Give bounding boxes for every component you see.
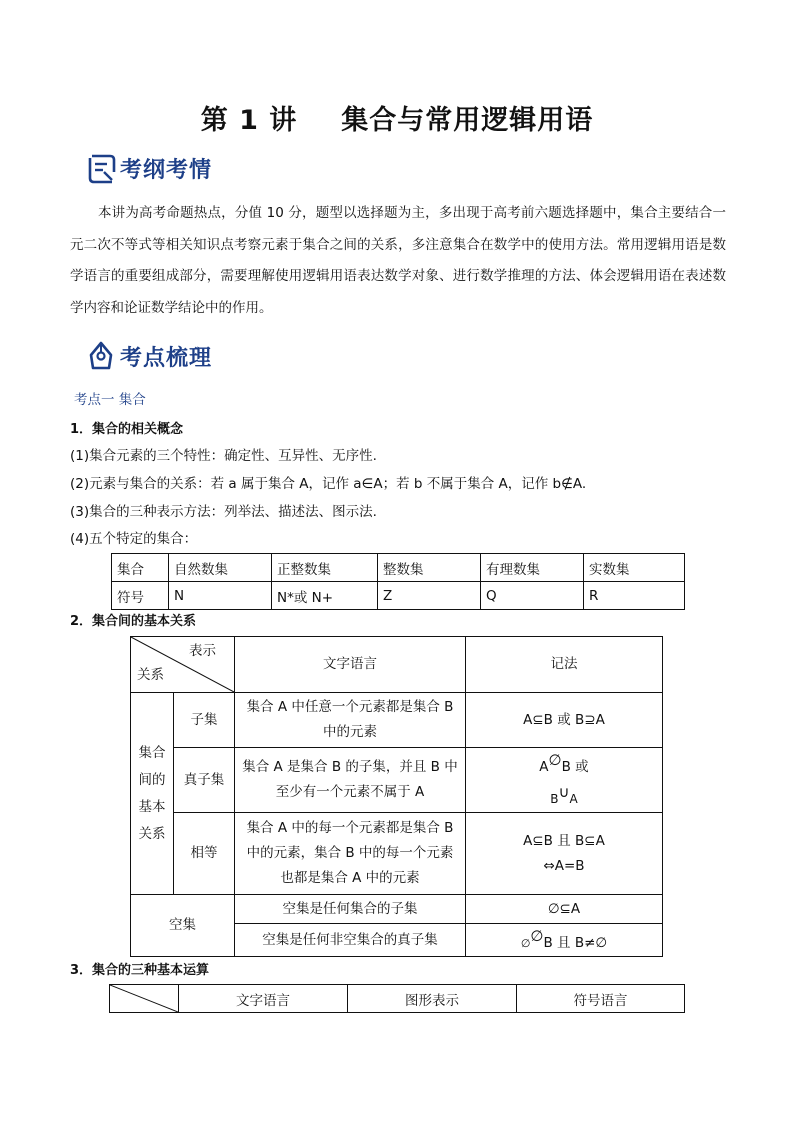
column-header: 符号语言 [517, 985, 685, 1013]
relation-notation [466, 813, 663, 895]
text-line: (2)元素与集合的关系：若 a 属于集合 A，记作 a∈A；若 b 不属于集合 A，记作 b∉A. [70, 476, 587, 492]
relation-text: 集合 A 中的每一个元素都是集合 B 中的元素，集合 B 中的每一个元素也都是集合 A 中的元素 [235, 813, 466, 895]
notation-part: A [569, 792, 578, 806]
proper-subset-symbol: ∅ [530, 927, 544, 945]
table-row [112, 582, 685, 610]
item-heading: 1．集合的相关概念 [70, 422, 184, 437]
relation-notation: ∅⊆A [466, 895, 663, 924]
text-line: (1)集合元素的三个特性：确定性、互异性、无序性. [70, 448, 377, 464]
notation-part: A [539, 759, 549, 775]
table-header-row [110, 985, 685, 1013]
intro-paragraph: 本讲为高考命题热点，分值 10 分，题型以选择题为主，多出现于高考前六题选择题中，集合主要结合一元二次不等式等相关知识点考察元素于集合之间的关系，多注意集合在数学中的使用方法。常用逻辑用语是数学语言的重要组成部分，需要理解使用逻辑用语表达数学对象、进行数学推理的方法、体会逻辑用语在表述数学内容和论证数学结论中的作用。 [70, 205, 726, 316]
notation-part: ∅ [520, 937, 531, 950]
relation-name: 真子集 [174, 748, 235, 813]
column-header: 记法 [466, 637, 663, 693]
item-heading: 2．集合间的基本关系 [70, 614, 197, 629]
table-cell: 自然数集 [169, 554, 272, 582]
relation-text: 空集是任何集合的子集 [235, 895, 466, 924]
lecture-number: 第 1 讲 [200, 105, 298, 136]
section-title: 考纲考情 [120, 157, 213, 183]
relation-notation [466, 924, 663, 957]
page-title [0, 98, 794, 137]
diagonal-header-cell [131, 637, 235, 693]
table-cell: R [584, 582, 685, 610]
table-row [131, 693, 663, 748]
notation-part: B 且 B≠∅ [543, 935, 608, 951]
notation-part: B [550, 792, 559, 806]
pen-nib-icon [86, 340, 116, 372]
relation-text: 集合 A 中任意一个元素都是集合 B 中的元素 [235, 693, 466, 748]
relation-name: 相等 [174, 813, 235, 895]
table-row [131, 813, 663, 895]
corner-label-bottom: 关系 [137, 667, 164, 683]
table-cell: 集合 [112, 554, 169, 582]
proper-subset-symbol: ∅ [548, 751, 562, 769]
column-header: 图形表示 [348, 985, 517, 1013]
notation-line: ⇔A=B [543, 857, 585, 874]
section-heading-points [86, 338, 212, 374]
point-heading: 考点一 集合 [74, 392, 146, 408]
section-heading-outline [86, 150, 212, 186]
relation-notation: A⊆B 或 B⊇A [466, 693, 663, 748]
lecture-name: 集合与常用逻辑用语 [341, 105, 594, 136]
table-cell: N*或 N+ [272, 582, 378, 610]
diagonal-header-cell [110, 985, 179, 1013]
relation-name: 空集 [131, 895, 235, 957]
diagonal-line [110, 985, 178, 1012]
text-line: (3)集合的三种表示方法：列举法、描述法、图示法. [70, 504, 377, 520]
set-relations-table [130, 636, 663, 957]
table-row [131, 748, 663, 813]
table-cell: Q [481, 582, 584, 610]
proper-superset-symbol: ∪ [558, 783, 570, 801]
table-row [131, 895, 663, 924]
table-cell: N [169, 582, 272, 610]
notation-line: A⊆B 且 B⊆A [523, 832, 605, 849]
section-title: 考点梳理 [120, 345, 213, 371]
column-header: 文字语言 [235, 637, 466, 693]
table-row [112, 554, 685, 582]
relation-text: 空集是任何非空集合的真子集 [235, 924, 466, 957]
corner-label-top: 表示 [189, 643, 216, 659]
group-label: 集合间的基本关系 [131, 693, 174, 895]
relation-text: 集合 A 是集合 B 的子集，并且 B 中至少有一个元素不属于 A [235, 748, 466, 813]
relation-name: 子集 [174, 693, 235, 748]
table-cell: 正整数集 [272, 554, 378, 582]
table-cell: 整数集 [378, 554, 481, 582]
set-operations-table [109, 984, 685, 1013]
special-sets-table [111, 553, 685, 610]
notation-part: B 或 [561, 759, 589, 775]
relation-notation [466, 748, 663, 813]
outline-icon [86, 152, 116, 184]
table-cell: 有理数集 [481, 554, 584, 582]
table-header-row [131, 637, 663, 693]
table-cell: Z [378, 582, 481, 610]
column-header: 文字语言 [179, 985, 348, 1013]
table-cell: 实数集 [584, 554, 685, 582]
item-heading: 3．集合的三种基本运算 [70, 963, 210, 978]
table-cell: 符号 [112, 582, 169, 610]
text-line: (4)五个特定的集合： [70, 531, 198, 547]
